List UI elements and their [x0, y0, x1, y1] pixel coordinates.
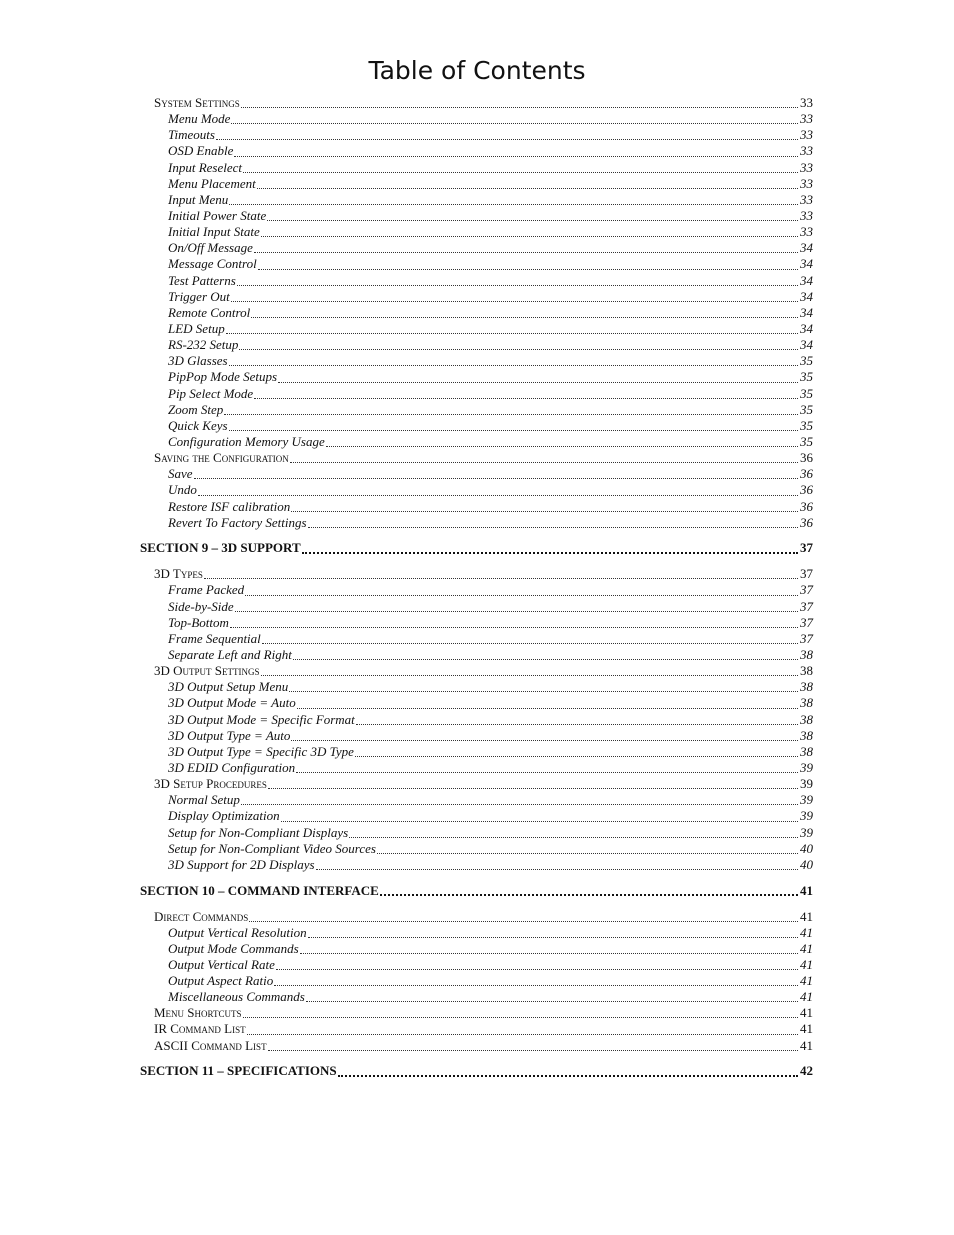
- toc-entry-label: Output Mode Commands: [168, 940, 299, 956]
- dot-leader: [274, 984, 798, 986]
- toc-entry-label: Separate Left and Right: [168, 647, 292, 663]
- toc-page-number: 39: [800, 792, 813, 808]
- dot-leader: [241, 803, 798, 805]
- toc-entry-label: 3D Output Mode = Auto: [168, 695, 296, 711]
- toc-entry[interactable]: [140, 615, 813, 631]
- toc-page-number: 39: [800, 760, 813, 775]
- toc-page-number: 41: [800, 882, 813, 898]
- toc-entry-label: 3D Output Setup Menu: [168, 679, 289, 695]
- toc-entry[interactable]: [140, 566, 813, 582]
- dot-leader: [296, 771, 798, 773]
- toc-entry[interactable]: [140, 712, 813, 728]
- toc-entry-label: 3D Support for 2D Displays: [168, 856, 315, 872]
- dot-leader: [355, 755, 798, 757]
- toc-entry-label: OSD Enable: [168, 143, 234, 159]
- dot-leader: [293, 658, 798, 660]
- dot-leader: [257, 187, 798, 189]
- toc-entry[interactable]: [140, 808, 813, 824]
- dot-leader: [229, 429, 798, 431]
- toc-entry-label: Pip Select Mode: [168, 385, 254, 401]
- toc-page-number: 34: [800, 272, 813, 288]
- toc-page-number: 41: [800, 989, 813, 1005]
- toc-page-number: 39: [800, 808, 813, 824]
- toc-page-number: 33: [800, 95, 813, 110]
- dot-leader: [261, 235, 798, 237]
- toc-page-number: 41: [800, 1005, 813, 1021]
- toc-page-number: 36: [800, 498, 813, 514]
- toc-page-number: 33: [800, 159, 813, 175]
- dot-leader: [356, 723, 798, 725]
- toc-page-number: 33: [800, 127, 813, 143]
- toc-entry[interactable]: [140, 256, 813, 272]
- toc-entry[interactable]: [140, 925, 813, 941]
- toc-page-number: 37: [800, 566, 813, 582]
- dot-leader: [229, 364, 798, 366]
- toc-entry[interactable]: [140, 957, 813, 973]
- toc-entry[interactable]: [140, 402, 813, 418]
- toc-page-number: 38: [800, 647, 813, 663]
- toc-page-number: 35: [800, 353, 813, 369]
- dot-leader: [194, 477, 798, 479]
- toc-page-number: 33: [800, 143, 813, 159]
- toc-entry-label: Frame Sequential: [168, 630, 261, 646]
- dot-leader: [237, 284, 798, 286]
- toc-entry[interactable]: [140, 841, 813, 857]
- toc-entry[interactable]: [140, 973, 813, 989]
- dot-leader: [198, 494, 798, 496]
- toc-entry-label: Input Menu: [168, 191, 229, 207]
- dot-leader: [254, 397, 798, 399]
- dot-leader: [243, 1016, 799, 1018]
- toc-entry-label: On/Off Message: [168, 240, 253, 256]
- dot-leader: [281, 820, 798, 822]
- dot-leader: [258, 268, 798, 270]
- dot-leader: [224, 413, 798, 415]
- toc-page-number: 41: [800, 973, 813, 989]
- toc-page-number: 37: [800, 598, 813, 614]
- dot-leader: [235, 610, 798, 612]
- toc-entry-label: Remote Control: [168, 304, 251, 320]
- toc-entry-label: 3D Glasses: [168, 353, 228, 369]
- dot-leader: [247, 1033, 798, 1035]
- toc-entry[interactable]: [140, 143, 813, 159]
- toc-entry[interactable]: [140, 776, 813, 792]
- toc-entry[interactable]: [140, 515, 813, 531]
- dot-leader: [349, 836, 798, 838]
- toc-page-number: 41: [800, 940, 813, 956]
- toc-page-number: 36: [800, 482, 813, 498]
- toc-page-number: 34: [800, 288, 813, 304]
- page-title: Table of Contents: [368, 56, 586, 85]
- toc-entry[interactable]: [140, 1005, 813, 1021]
- toc-entry[interactable]: [140, 305, 813, 321]
- dot-leader: [326, 445, 798, 447]
- toc-entry-label: Output Vertical Resolution: [168, 924, 307, 940]
- toc-entry[interactable]: [140, 728, 813, 744]
- toc-page-number: 40: [800, 856, 813, 872]
- toc-page-number: 38: [800, 711, 813, 727]
- toc-page-number: 37: [800, 582, 813, 598]
- toc-page-number: 34: [800, 256, 813, 272]
- dot-leader: [249, 920, 798, 922]
- toc-entry[interactable]: [140, 499, 813, 515]
- toc-entry[interactable]: [140, 369, 813, 385]
- toc-entry[interactable]: [140, 792, 813, 808]
- toc-page-number: 39: [800, 824, 813, 840]
- toc-entry-label: Configuration Memory Usage: [168, 433, 325, 449]
- toc-entry[interactable]: [140, 582, 813, 598]
- toc-page-number: 39: [800, 776, 813, 792]
- toc-entry[interactable]: [140, 192, 813, 208]
- toc-page-number: 33: [800, 175, 813, 191]
- toc-page-number: 36: [800, 466, 813, 482]
- dot-leader: [251, 316, 798, 318]
- dot-leader: [230, 626, 798, 628]
- dot-leader: [377, 852, 798, 854]
- toc-entry[interactable]: [140, 289, 813, 305]
- toc-page-number: 33: [800, 224, 813, 240]
- dot-leader: [278, 381, 798, 383]
- toc-entry-label: Timeouts: [168, 127, 215, 143]
- toc-page-number: 34: [800, 320, 813, 336]
- dot-leader: [290, 461, 798, 463]
- toc-entry-label: Menu Placement: [168, 175, 256, 191]
- toc-entry[interactable]: [140, 695, 813, 711]
- dot-leader: [297, 707, 798, 709]
- toc-entry-label: Input Reselect: [168, 159, 242, 175]
- toc-entry[interactable]: [140, 418, 813, 434]
- toc-page-number: 34: [800, 240, 813, 256]
- dot-leader: [241, 106, 798, 108]
- toc-entry[interactable]: [140, 111, 813, 127]
- toc-page-number: 38: [800, 727, 813, 743]
- toc-entry[interactable]: [140, 321, 813, 337]
- toc-entry-label: Trigger Out: [168, 288, 230, 304]
- dot-leader: [291, 739, 798, 741]
- toc-page-number: 38: [800, 679, 813, 695]
- toc-entry[interactable]: [140, 825, 813, 841]
- toc-entry-label: Revert To Factory Settings: [168, 514, 307, 530]
- toc-entry[interactable]: [140, 909, 813, 925]
- toc-entry[interactable]: [140, 160, 813, 176]
- toc-entry-label: Setup for Non-Compliant Displays: [168, 824, 349, 840]
- toc-entry-label: Test Patterns: [168, 272, 236, 288]
- toc-page-number: 34: [800, 304, 813, 320]
- toc-entry[interactable]: [140, 353, 813, 369]
- toc-entry-label: 3D Types: [154, 566, 203, 582]
- dot-leader: [245, 594, 798, 596]
- toc-page-number: 33: [800, 111, 813, 127]
- toc-page-number: 41: [800, 1037, 813, 1053]
- toc-entry-label: Top-Bottom: [168, 614, 229, 630]
- dot-leader: [338, 1074, 798, 1077]
- toc-entry-label: Output Vertical Rate: [168, 956, 275, 972]
- toc-entry[interactable]: [140, 434, 813, 450]
- toc-entry[interactable]: [140, 941, 813, 957]
- toc-entry-label: Display Optimization: [168, 808, 280, 824]
- toc-entry-label: Normal Setup: [168, 792, 240, 808]
- dot-leader: [306, 1000, 798, 1002]
- toc-page-number: 35: [800, 417, 813, 433]
- toc-entry-label: Zoom Step: [168, 401, 224, 417]
- toc-entry-label: SECTION 9 – 3D SUPPORT: [140, 540, 301, 556]
- toc-page-number: 41: [800, 956, 813, 972]
- toc-entry[interactable]: [140, 482, 813, 498]
- dot-leader: [308, 936, 798, 938]
- toc-entry[interactable]: [140, 631, 813, 647]
- toc-page-number: 36: [800, 450, 813, 466]
- toc-entry-label: 3D EDID Configuration: [168, 760, 296, 775]
- toc-entry-label: Undo: [168, 482, 197, 498]
- toc-page-number: 33: [800, 191, 813, 207]
- dot-leader: [231, 300, 798, 302]
- dot-leader: [239, 348, 798, 350]
- toc-page-number: 38: [800, 743, 813, 759]
- toc-entry-label: Menu Mode: [168, 111, 231, 127]
- toc-entry-label: SECTION 11 – SPECIFICATIONS: [140, 1063, 337, 1079]
- toc-entry-label: PipPop Mode Setups: [168, 369, 278, 385]
- toc-entry[interactable]: [140, 176, 813, 192]
- toc-entry-label: 3D Output Type = Auto: [168, 727, 291, 743]
- toc-page-number: 41: [800, 924, 813, 940]
- toc-page-number: 35: [800, 385, 813, 401]
- toc-page-number: 35: [800, 401, 813, 417]
- dot-leader: [229, 203, 798, 205]
- dot-leader: [261, 674, 799, 676]
- dot-leader: [308, 526, 798, 528]
- toc-entry-label: IR Command List: [154, 1021, 246, 1037]
- toc-entry-label: RS-232 Setup: [168, 337, 239, 353]
- toc-entry[interactable]: [140, 989, 813, 1005]
- toc-entry[interactable]: [140, 857, 813, 873]
- toc-entry[interactable]: [140, 466, 813, 482]
- toc-entry[interactable]: [140, 224, 813, 240]
- dot-leader: [291, 510, 798, 512]
- toc-page-number: 37: [800, 614, 813, 630]
- toc-entry[interactable]: [140, 1038, 813, 1054]
- toc-entry-label: 3D Output Mode = Specific Format: [168, 711, 355, 727]
- dot-leader: [302, 551, 798, 554]
- toc-page-number: 34: [800, 337, 813, 353]
- toc-entry-label: ASCII Command List: [154, 1037, 267, 1053]
- toc-page-number: 37: [800, 630, 813, 646]
- table-of-contents: [140, 95, 813, 1080]
- toc-entry[interactable]: [140, 337, 813, 353]
- toc-entry[interactable]: [140, 208, 813, 224]
- toc-entry-label: Output Aspect Ratio: [168, 973, 274, 989]
- toc-page-number: 33: [800, 207, 813, 223]
- dot-leader: [234, 155, 798, 157]
- toc-entry-label: Message Control: [168, 256, 257, 272]
- toc-entry[interactable]: [140, 1021, 813, 1037]
- toc-entry-label: Quick Keys: [168, 417, 228, 433]
- toc-entry[interactable]: [140, 663, 813, 679]
- toc-entry-label: Save: [168, 466, 193, 482]
- toc-page-number: 41: [800, 1021, 813, 1037]
- toc-entry-label: 3D Output Settings: [154, 663, 260, 679]
- toc-page-number: 37: [800, 540, 813, 556]
- toc-page-number: 41: [800, 908, 813, 924]
- dot-leader: [204, 577, 798, 579]
- toc-entry-label: SECTION 10 – COMMAND INTERFACE: [140, 882, 379, 898]
- toc-entry-label: Menu Shortcuts: [154, 1005, 242, 1021]
- dot-leader: [380, 893, 798, 896]
- toc-entry-label: Restore ISF calibration: [168, 498, 291, 514]
- toc-entry[interactable]: [140, 647, 813, 663]
- toc-entry-label: Direct Commands: [154, 908, 249, 924]
- toc-entry-label: System Settings: [154, 95, 240, 110]
- toc-entry[interactable]: [140, 744, 813, 760]
- toc-entry-label: Side-by-Side: [168, 598, 234, 614]
- dot-leader: [268, 1049, 798, 1051]
- toc-entry-label: Initial Input State: [168, 224, 260, 240]
- toc-entry[interactable]: [140, 599, 813, 615]
- toc-section-entry[interactable]: [140, 1063, 813, 1079]
- toc-entry[interactable]: [140, 95, 813, 111]
- toc-entry[interactable]: [140, 679, 813, 695]
- toc-entry-label: Frame Packed: [168, 582, 245, 598]
- toc-entry-label: Setup for Non-Compliant Video Sources: [168, 840, 376, 856]
- dot-leader: [216, 138, 798, 140]
- toc-page-number: 38: [800, 663, 813, 679]
- toc-entry-label: LED Setup: [168, 320, 225, 336]
- dot-leader: [226, 332, 798, 334]
- toc-page-number: 40: [800, 840, 813, 856]
- toc-entry-label: Initial Power State: [168, 207, 267, 223]
- toc-page-number: 35: [800, 369, 813, 385]
- toc-page-number: 42: [800, 1063, 813, 1079]
- toc-entry-label: 3D Setup Procedures: [154, 776, 267, 792]
- dot-leader: [267, 219, 798, 221]
- toc-entry-label: Miscellaneous Commands: [168, 989, 305, 1005]
- dot-leader: [276, 968, 798, 970]
- toc-entry[interactable]: [140, 273, 813, 289]
- toc-page-number: 38: [800, 695, 813, 711]
- dot-leader: [231, 122, 798, 124]
- dot-leader: [300, 952, 798, 954]
- dot-leader: [289, 690, 798, 692]
- toc-section-entry[interactable]: [140, 540, 813, 556]
- toc-entry[interactable]: [140, 386, 813, 402]
- toc-page-number: 36: [800, 514, 813, 530]
- toc-entry[interactable]: [140, 450, 813, 466]
- toc-page-number: 35: [800, 433, 813, 449]
- dot-leader: [316, 868, 798, 870]
- toc-entry-label: Saving the Configuration: [154, 450, 289, 466]
- toc-entry[interactable]: [140, 240, 813, 256]
- dot-leader: [243, 171, 798, 173]
- dot-leader: [254, 251, 798, 253]
- dot-leader: [262, 642, 798, 644]
- toc-entry[interactable]: [140, 127, 813, 143]
- toc-entry[interactable]: [140, 760, 813, 776]
- toc-section-entry[interactable]: [140, 883, 813, 899]
- dot-leader: [268, 787, 798, 789]
- toc-entry-label: 3D Output Type = Specific 3D Type: [168, 743, 354, 759]
